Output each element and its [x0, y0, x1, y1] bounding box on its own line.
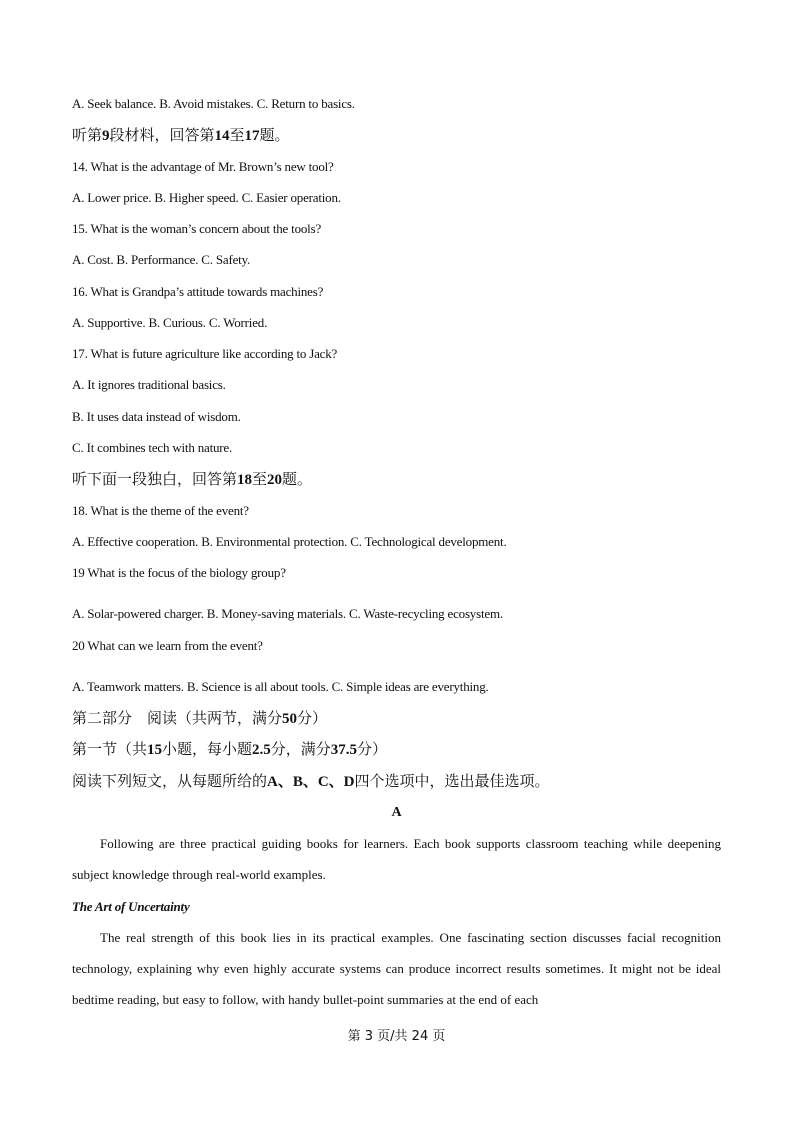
question-16-options: A. Supportive. B. Curious. C. Worried.: [72, 315, 268, 330]
question-18: 18. What is the theme of the event?: [72, 503, 249, 518]
section-9-heading: 听第9段材料，回答第14至17题。: [72, 126, 290, 144]
question-17-option-a: A. It ignores traditional basics.: [72, 377, 226, 392]
reading-instructions: 阅读下列短文，从每题所给的A、B、C、D四个选项中，选出最佳选项。: [72, 772, 550, 790]
monologue-heading: 听下面一段独白，回答第18至20题。: [72, 470, 313, 488]
question-19-options: A. Solar-powered charger. B. Money-saving materials. C. Waste-recycling ecosystem.: [72, 606, 503, 621]
question-15-options: A. Cost. B. Performance. C. Safety.: [72, 252, 251, 267]
q13-options: A. Seek balance. B. Avoid mistakes. C. Return to basics.: [72, 96, 355, 111]
question-14: 14. What is the advantage of Mr. Brown’s new tool?: [72, 159, 334, 174]
section-1-heading: 第一节（共15小题，每小题2.5分，满分37.5分）: [72, 740, 388, 758]
question-17-option-b: B. It uses data instead of wisdom.: [72, 409, 241, 424]
passage-intro: Following are three practical guiding books for learners. Each book supports classroom teaching while deepening subject knowledge through real-world examples.: [72, 836, 721, 882]
question-16: 16. What is Grandpa’s attitude towards machines?: [72, 284, 324, 299]
question-18-options: A. Effective cooperation. B. Environmental protection. C. Technological development.: [72, 534, 507, 549]
question-19: 19 What is the focus of the biology group?: [72, 565, 286, 580]
question-14-options: A. Lower price. B. Higher speed. C. Easier operation.: [72, 190, 341, 205]
book-1-description: The real strength of this book lies in its practical examples. One fascinating section discusses facial recognition technology, explaining why even highly accurate systems can produce incorrect results sometimes. It might not be ideal bedtime reading, but easy to follow, with handy bullet-point summaries at the end of each: [72, 930, 721, 1007]
question-17-option-c: C. It combines tech with nature.: [72, 440, 233, 455]
page-footer: 第 3 页/共 24 页: [347, 1029, 446, 1044]
question-15: 15. What is the woman’s concern about the tools?: [72, 221, 322, 236]
question-17: 17. What is future agriculture like according to Jack?: [72, 346, 338, 361]
passage-label: A: [391, 805, 402, 820]
book-1-title: The Art of Uncertainty: [72, 899, 190, 914]
question-20-options: A. Teamwork matters. B. Science is all about tools. C. Simple ideas are everything.: [72, 679, 489, 694]
part-2-heading: 第二部分 阅读（共两节，满分50分）: [72, 709, 328, 727]
question-20: 20 What can we learn from the event?: [72, 638, 263, 653]
